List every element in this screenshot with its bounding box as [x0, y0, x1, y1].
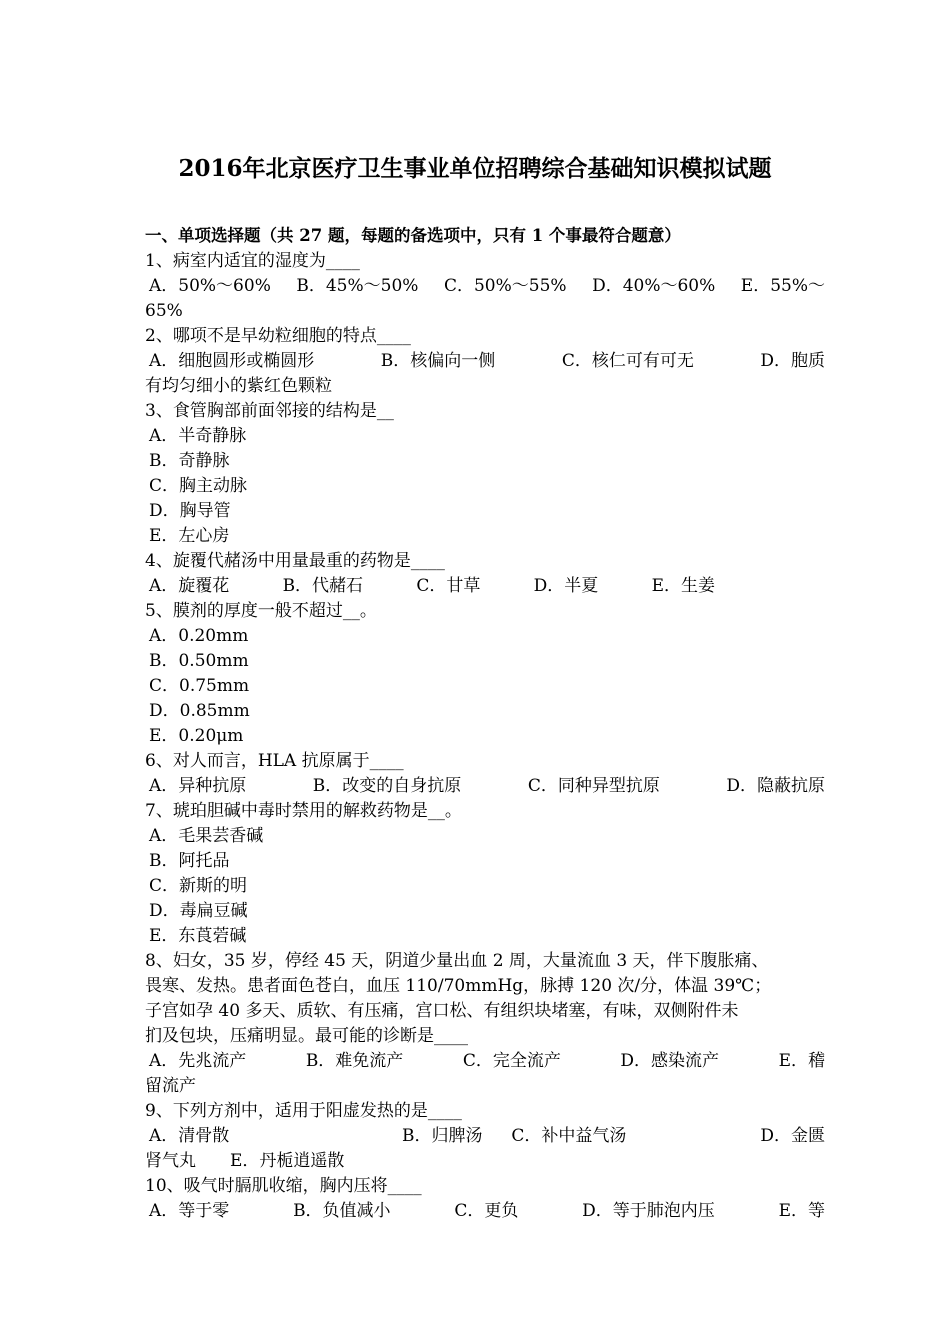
question-stem-line: 畏寒、发热。患者面色苍白，血压 110/70mmHg，脉搏 120 次/分，体温 39℃；: [145, 976, 772, 996]
option: E．稽: [778, 1051, 825, 1071]
option: A．半奇静脉: [149, 426, 247, 446]
question-stem: 4、旋覆代赭汤中用量最重的药物是____: [145, 551, 445, 571]
option: B．45%～50%: [296, 276, 419, 296]
question-stem-line: 扪及包块，压痛明显。最可能的诊断是____: [145, 1026, 468, 1046]
option-row: [145, 1199, 825, 1224]
option-row: [145, 349, 825, 374]
option: B．改变的自身抗原: [312, 776, 462, 796]
section-heading: 一、单项选择题（共 27 题，每题的备选项中，只有 1 个事最符合题意）: [145, 226, 681, 245]
question-stem: 9、下列方剂中，适用于阳虚发热的是____: [145, 1101, 462, 1121]
option: E．等: [778, 1201, 825, 1221]
option: B．归脾汤: [401, 1126, 483, 1146]
document-title: 2016年北京医疗卫生事业单位招聘综合基础知识模拟试题: [178, 155, 772, 182]
option: A．细胞圆形或椭圆形: [149, 351, 315, 371]
option: D．毒扁豆碱: [149, 901, 248, 921]
question-stem-line: 8、妇女，35 岁，停经 45 天，阴道少量出血 2 周，大量流血 3 天，伴下腹胀痛、: [145, 951, 769, 971]
option: B．负值减小: [293, 1201, 391, 1221]
option: C．甘草: [416, 576, 481, 596]
option: C．补中益气汤: [511, 1126, 627, 1146]
option: B．0.50mm: [149, 651, 249, 671]
option: A．等于零: [149, 1201, 230, 1221]
question-stem: 7、琥珀胆碱中毒时禁用的解救药物是__。: [145, 801, 462, 821]
question-stem: 3、食管胸部前面邻接的结构是__: [145, 401, 394, 421]
option: B．阿托品: [149, 851, 230, 871]
option: A．旋覆花: [149, 576, 230, 596]
option-row: [145, 574, 715, 599]
option-row: [145, 274, 825, 299]
option: E．左心房: [149, 526, 230, 546]
option: A．先兆流产: [149, 1051, 247, 1071]
question-stem-line: 子宫如孕 40 多天、质软、有压痛，宫口松、有组织块堵塞，有味，双侧附件未: [145, 1001, 739, 1021]
option: D．金匮: [760, 1126, 825, 1146]
option: B．核偏向一侧: [380, 351, 496, 371]
option: D．半夏: [533, 576, 599, 596]
option: D．0.85mm: [149, 701, 250, 721]
option-row: [145, 1049, 825, 1074]
option-row: [145, 774, 825, 799]
option-row: [145, 1124, 825, 1149]
option: D．感染流产: [620, 1051, 720, 1071]
option: C．新斯的明: [149, 876, 248, 896]
option: D．隐蔽抗原: [726, 776, 825, 796]
question-stem: 5、膜剂的厚度一般不超过__。: [145, 601, 377, 621]
option: A．0.20mm: [149, 626, 249, 646]
option: C．0.75mm: [149, 676, 250, 696]
question-stem: 10、吸气时膈肌收缩，胸内压将____: [145, 1176, 422, 1196]
option: A．清骨散: [149, 1126, 230, 1146]
question-stem: 6、对人而言，HLA 抗原属于____: [145, 751, 404, 771]
option: E．0.20μm: [149, 726, 244, 746]
option: E．生姜: [651, 576, 715, 596]
option: A．50%～60%: [149, 276, 271, 296]
option: D．40%～60%: [592, 276, 716, 296]
option: B．代赭石: [282, 576, 364, 596]
option: D．胞质: [760, 351, 825, 371]
option: C．核仁可有可无: [561, 351, 694, 371]
option: B．难免流产: [305, 1051, 404, 1071]
option: A．毛果芸香碱: [149, 826, 264, 846]
option: D．胸导管: [149, 501, 231, 521]
option: C．50%～55%: [443, 276, 567, 296]
question-stem: 1、病室内适宜的湿度为____: [145, 251, 360, 271]
option: B．奇静脉: [149, 451, 230, 471]
option: C．同种异型抗原: [527, 776, 660, 796]
option: E．东莨菪碱: [149, 926, 247, 946]
option-continuation: 有均匀细小的紫红色颗粒: [145, 376, 332, 396]
question-stem: 2、哪项不是早幼粒细胞的特点____: [145, 326, 411, 346]
option: D．等于肺泡内压: [582, 1201, 715, 1221]
option-continuation: 肾气丸 E．丹栀逍遥散: [145, 1151, 345, 1171]
option: E．55%～: [740, 276, 825, 296]
option: C．胸主动脉: [149, 476, 248, 496]
option-continuation: 留流产: [145, 1076, 196, 1096]
option: A．异种抗原: [149, 776, 247, 796]
question-list: [145, 249, 825, 1224]
option: C．完全流产: [462, 1051, 561, 1071]
option-continuation: 65%: [145, 301, 183, 321]
option: C．更负: [454, 1201, 519, 1221]
